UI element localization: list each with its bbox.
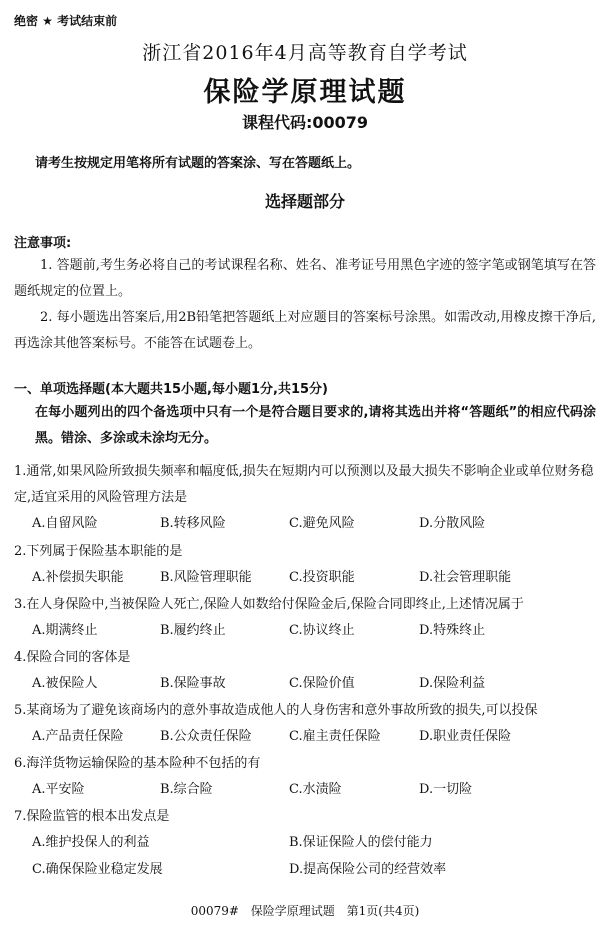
option-d: D.一切险: [419, 782, 473, 797]
question-options: [32, 724, 596, 750]
question-options: [32, 777, 596, 803]
option-a: A.期满终止: [32, 623, 98, 638]
notice-item-2: 2. 每小题选出答案后,用2B铅笔把答题纸上对应题目的答案标号涂黑。如需改动,用橡皮擦干净后,再选涂其他答案标号。不能答在试题卷上。: [14, 310, 596, 351]
footer-page-number: 第1页(共4页): [346, 904, 420, 918]
option-d: D.分散风险: [419, 516, 486, 531]
option-b: B.履约终止: [160, 623, 226, 638]
option-b: B.综合险: [160, 782, 213, 797]
question-stem: 6.海洋货物运输保险的基本险种不包括的有: [14, 756, 261, 771]
option-c: C.确保保险业稳定发展: [32, 862, 163, 877]
option-d: D.特殊终止: [419, 623, 486, 638]
option-c: C.投资职能: [289, 570, 355, 585]
option-a: A.被保险人: [32, 676, 98, 691]
footer-title: 保险学原理试题: [250, 904, 335, 918]
option-b: B.公众责任保险: [160, 729, 252, 744]
option-b: B.风险管理职能: [160, 570, 252, 585]
answer-instruction: 请考生按规定用笔将所有试题的答案涂、写在答题纸上。: [35, 156, 361, 171]
option-d: D.保险利益: [419, 676, 486, 691]
option-c: C.水渍险: [289, 782, 342, 797]
question-stem: 1.通常,如果风险所致损失频率和幅度低,损失在短期内可以预测以及最大损失不影响企业或单位财务稳定,适宜采用的风险管理方法是: [14, 464, 594, 505]
option-c: C.避免风险: [289, 516, 355, 531]
option-c: C.雇主责任保险: [289, 729, 381, 744]
option-b: B.转移风险: [160, 516, 226, 531]
option-a: A.自留风险: [32, 516, 98, 531]
course-code: 课程代码:00079: [241, 113, 369, 132]
secret-mark: 绝密 ★ 考试结束前: [14, 14, 118, 28]
notice-item-1: 1. 答题前,考生务必将自己的考试课程名称、姓名、准考证号用黑色字迹的签字笔或钢笔填写在答题纸规定的位置上。: [14, 258, 596, 299]
question-stem: 4.保险合同的客体是: [14, 650, 131, 665]
section-heading: 一、单项选择题(本大题共15小题,每小题1分,共15分): [14, 382, 328, 397]
section-description: 在每小题列出的四个备选项中只有一个是符合题目要求的,请将其选出并将“答题纸”的相应代码涂黑。错涂、多涂或未涂均无分。: [35, 405, 596, 446]
option-a: A.平安险: [32, 782, 85, 797]
option-a: A.维护投保人的利益: [32, 835, 150, 850]
option-c: C.保险价值: [289, 676, 355, 691]
question-options: [32, 565, 596, 591]
option-b: B.保证保险人的偿付能力: [289, 835, 433, 850]
option-b: B.保险事故: [160, 676, 226, 691]
question-options: [32, 830, 596, 856]
exam-title: 浙江省2016年4月高等教育自学考试: [142, 42, 468, 64]
section-part-title: 选择题部分: [264, 192, 345, 211]
page-footer: [0, 902, 610, 919]
question-options: [32, 618, 596, 644]
option-d: D.职业责任保险: [419, 729, 512, 744]
option-c: C.协议终止: [289, 623, 355, 638]
question-stem: 7.保险监管的根本出发点是: [14, 809, 170, 824]
question-stem: 5.某商场为了避免该商场内的意外事故造成他人的人身伤害和意外事故所致的损失,可以投保: [14, 703, 538, 718]
question-options: [32, 671, 596, 697]
option-d: D.提高保险公司的经营效率: [289, 862, 447, 877]
option-a: A.产品责任保险: [32, 729, 124, 744]
paper-title: 保险学原理试题: [203, 77, 407, 108]
footer-code: 00079#: [190, 904, 239, 918]
option-d: D.社会管理职能: [419, 570, 512, 585]
question-stem: 3.在人身保险中,当被保险人死亡,保险人如数给付保险金后,保险合同即终止,上述情况属于: [14, 597, 524, 612]
question-options: [32, 857, 596, 883]
option-a: A.补偿损失职能: [32, 570, 124, 585]
notice-title: 注意事项:: [14, 236, 72, 251]
question-options: [32, 511, 596, 537]
question-stem: 2.下列属于保险基本职能的是: [14, 544, 183, 559]
